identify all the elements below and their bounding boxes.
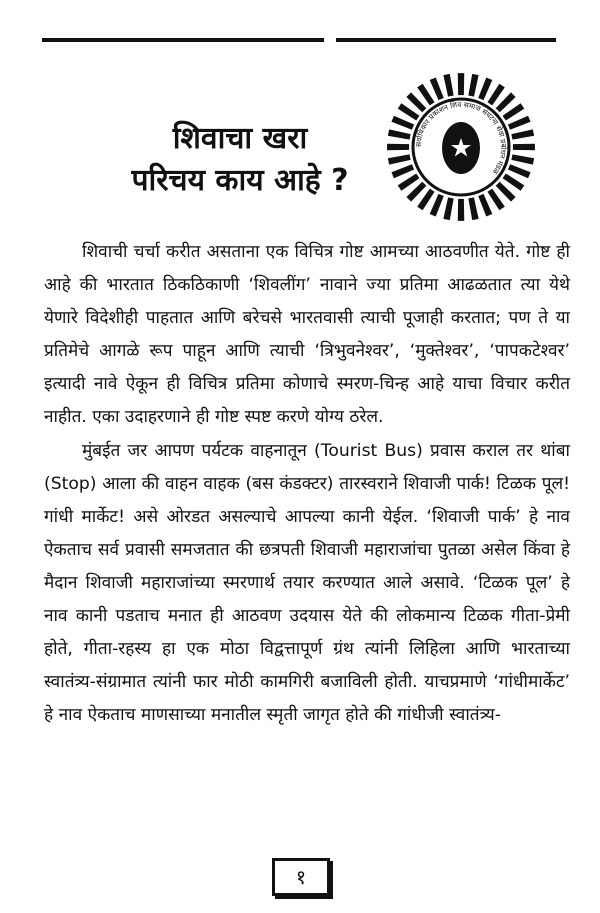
emblem-ray	[430, 77, 444, 100]
emblem-ray	[387, 144, 409, 151]
emblem-ray	[478, 194, 492, 217]
emblem-ray	[478, 77, 492, 100]
emblem-ray	[391, 116, 414, 130]
emblem-ray	[508, 116, 531, 130]
body-text	[44, 236, 570, 732]
emblem-ray	[430, 194, 444, 217]
paragraph-2: मुंबईत जर आपण पर्यटक वाहनातून (Tourist Bus) प्रवास कराल तर थांबा (Stop) आला की वाहन वाहक (बस कंडक्टर) तारस्वराने शिवाजी पार्क! टिळक पूल! गांधी मार्केट! असे ओरडत असल्याचे आपल्या कानी येईल. ‘शिवाजी पार्क’ हे नाव ऐकताच सर्व प्रवासी समजतात की छत्रपती शिवाजी महाराजांचा पुतळा असेल किंवा हे मैदान शिवाजी महाराजांच्या स्मरणार्थ तयार करण्यात आले असावे. ‘टिळक पूल’ हे नाव कानी पडताच मनात ही आठवण उदयास येते की लोकमान्य टिळक गीता-प्रेमी होते, गीता-रहस्य हा एक मोठा विद्वत्तापूर्ण ग्रंथ त्यांनी लिहिला आणि भारताच्या स्वातंत्र्य-संग्रामात त्यांनी फार मोठी कामगिरी बजाविली होती. याचप्रमाणे ‘गांधीमार्केट’ हे नाव ऐकताच माणसाच्या मनातील स्मृती जागृत होते की गांधीजी स्वातंत्र्य-	[44, 440, 570, 726]
emblem-ray	[511, 129, 534, 139]
emblem-ring-text: सर्वाधिकार प्रकाशन शिव समाज संघटना सेवा प्रबोधन मंडळ	[413, 99, 509, 176]
page-number: १	[272, 858, 330, 896]
top-rule-right	[336, 38, 556, 42]
emblem-ray	[443, 197, 453, 220]
paragraph-1: शिवाची चर्चा करीत असताना एक विचित्र गोष्ट आमच्या आठवणीत येते. गोष्ट ही आहे की भारतात ठिकठिकाणी ‘शिवलींग’ नावाने ज्या प्रतिमा आढळतात त्या येथे येणारे विदेशीही पाहतात आणि बरेचसे भारतवासी त्याची पूजाही करतात; पण ते या प्रतिमेचे आगळे रूप पाहून आणि त्याची ‘त्रिभुवनेश्वर’, ‘मुक्तेश्वर’, ‘पापकटेश्वर’ इत्यादी नावे ऐकून ही विचित्र प्रतिमा कोणाचे स्मरण-चिन्ह आहे याचा विचार करीत नाहीत. एका उदाहरणाने ही गोष्ट स्पष्ट करणे योग्य ठरेल.	[44, 242, 570, 428]
emblem-ray	[468, 197, 478, 220]
emblem-ray	[511, 154, 534, 164]
emblem-ray	[388, 129, 411, 139]
emblem-ray	[458, 199, 465, 221]
emblem-ray	[388, 154, 411, 164]
emblem-ray	[391, 164, 414, 178]
chapter-title-line-2: परिचय काय आहे ?	[131, 163, 349, 198]
emblem-ray	[508, 164, 531, 178]
emblem-ray	[468, 74, 478, 97]
seal-emblem	[386, 72, 536, 222]
top-rule-left	[42, 38, 324, 42]
chapter-title	[110, 118, 370, 202]
emblem-ray	[443, 74, 453, 97]
chapter-title-line-1: शिवाचा खरा	[172, 121, 308, 156]
emblem-ray	[458, 73, 465, 95]
emblem-ray	[513, 144, 535, 151]
